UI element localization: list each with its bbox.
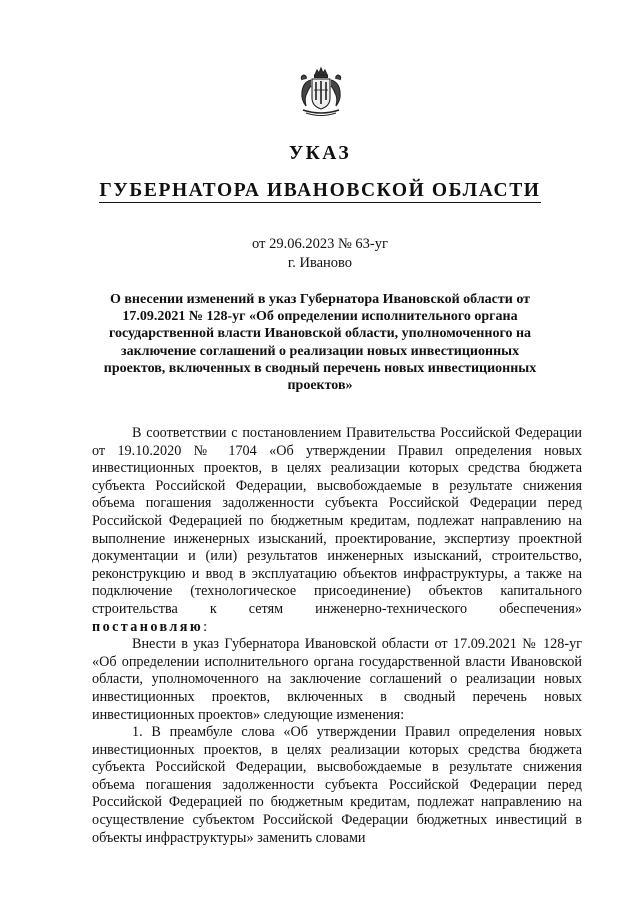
decree-word: постановляю [92,618,204,635]
document-city: г. Иваново [287,255,353,271]
document-date-number: от 29.06.2023 № 63-уг [252,236,388,252]
document-heading: О внесении изменений в указ Губернатора Ивановской области от 17.09.2021 № 128-уг «Об определении исполнительного органа государственной власти Ивановской области, уполномоченного на заключение соглашений о реализации новых инвестиционных проектов, включенных в сводный перечень новых инвестиционных проектов» [103,292,537,394]
paragraph-item-1: 1. В преамбуле слова «Об утверждении Правил определения новых инвестиционных проектов, в целях реализации которых средства бюджета субъекта Российской Федерации, высвобождаемые в результате снижения объема погашения задолженности субъекта Российской Федерации перед Российской Федерацией по бюджетным кредитам, подлежат направлению на осуществление субъектом Российской Федерации бюджетных инвестиций в объекты инфраструктуры» заменить словами [92,724,582,846]
issuer-title [0,180,640,202]
paragraph-amend: Внести в указ Губернатора Ивановской области от 17.09.2021 № 128-уг «Об определении исполнительного органа государственной власти Ивановской области, уполномоченного на заключение соглашений о реализации новых инвестиционных проектов, включенных в сводный перечень новых инвестиционных проектов» следующие изменения: [92,636,582,723]
document-type-title: УКАЗ [288,143,352,164]
paragraph-preamble [92,425,582,636]
coat-of-arms-icon [296,66,346,118]
preamble-text: В соответствии с постановлением Правительства Российской Федерации от 19.10.2020 № 1704 «Об утверждении Правил определения новых инвестиционных проектов, в целях реализации которых средства бюджета субъекта Российской Федерации, высвобождаемые в результате снижения объема погашения задолженности субъекта Российской Федерации перед Российской Федерацией по бюджетным кредитам, подлежат направлению на выполнение инженерных изысканий, проектирование, экспертизу проектной документации и (или) результатов инженерных изысканий, строительство, реконструкцию и ввод в эксплуатацию объектов инфраструктуры, а также на подключение (технологическое присоединение) объектов капитального строительства к сетям инженерно-технического обеспечения» [92,425,582,617]
preamble-end: : [203,618,208,635]
document-body [92,425,582,847]
issuer-title-text: ГУБЕРНАТОРА ИВАНОВСКОЙ ОБЛАСТИ [99,180,541,201]
